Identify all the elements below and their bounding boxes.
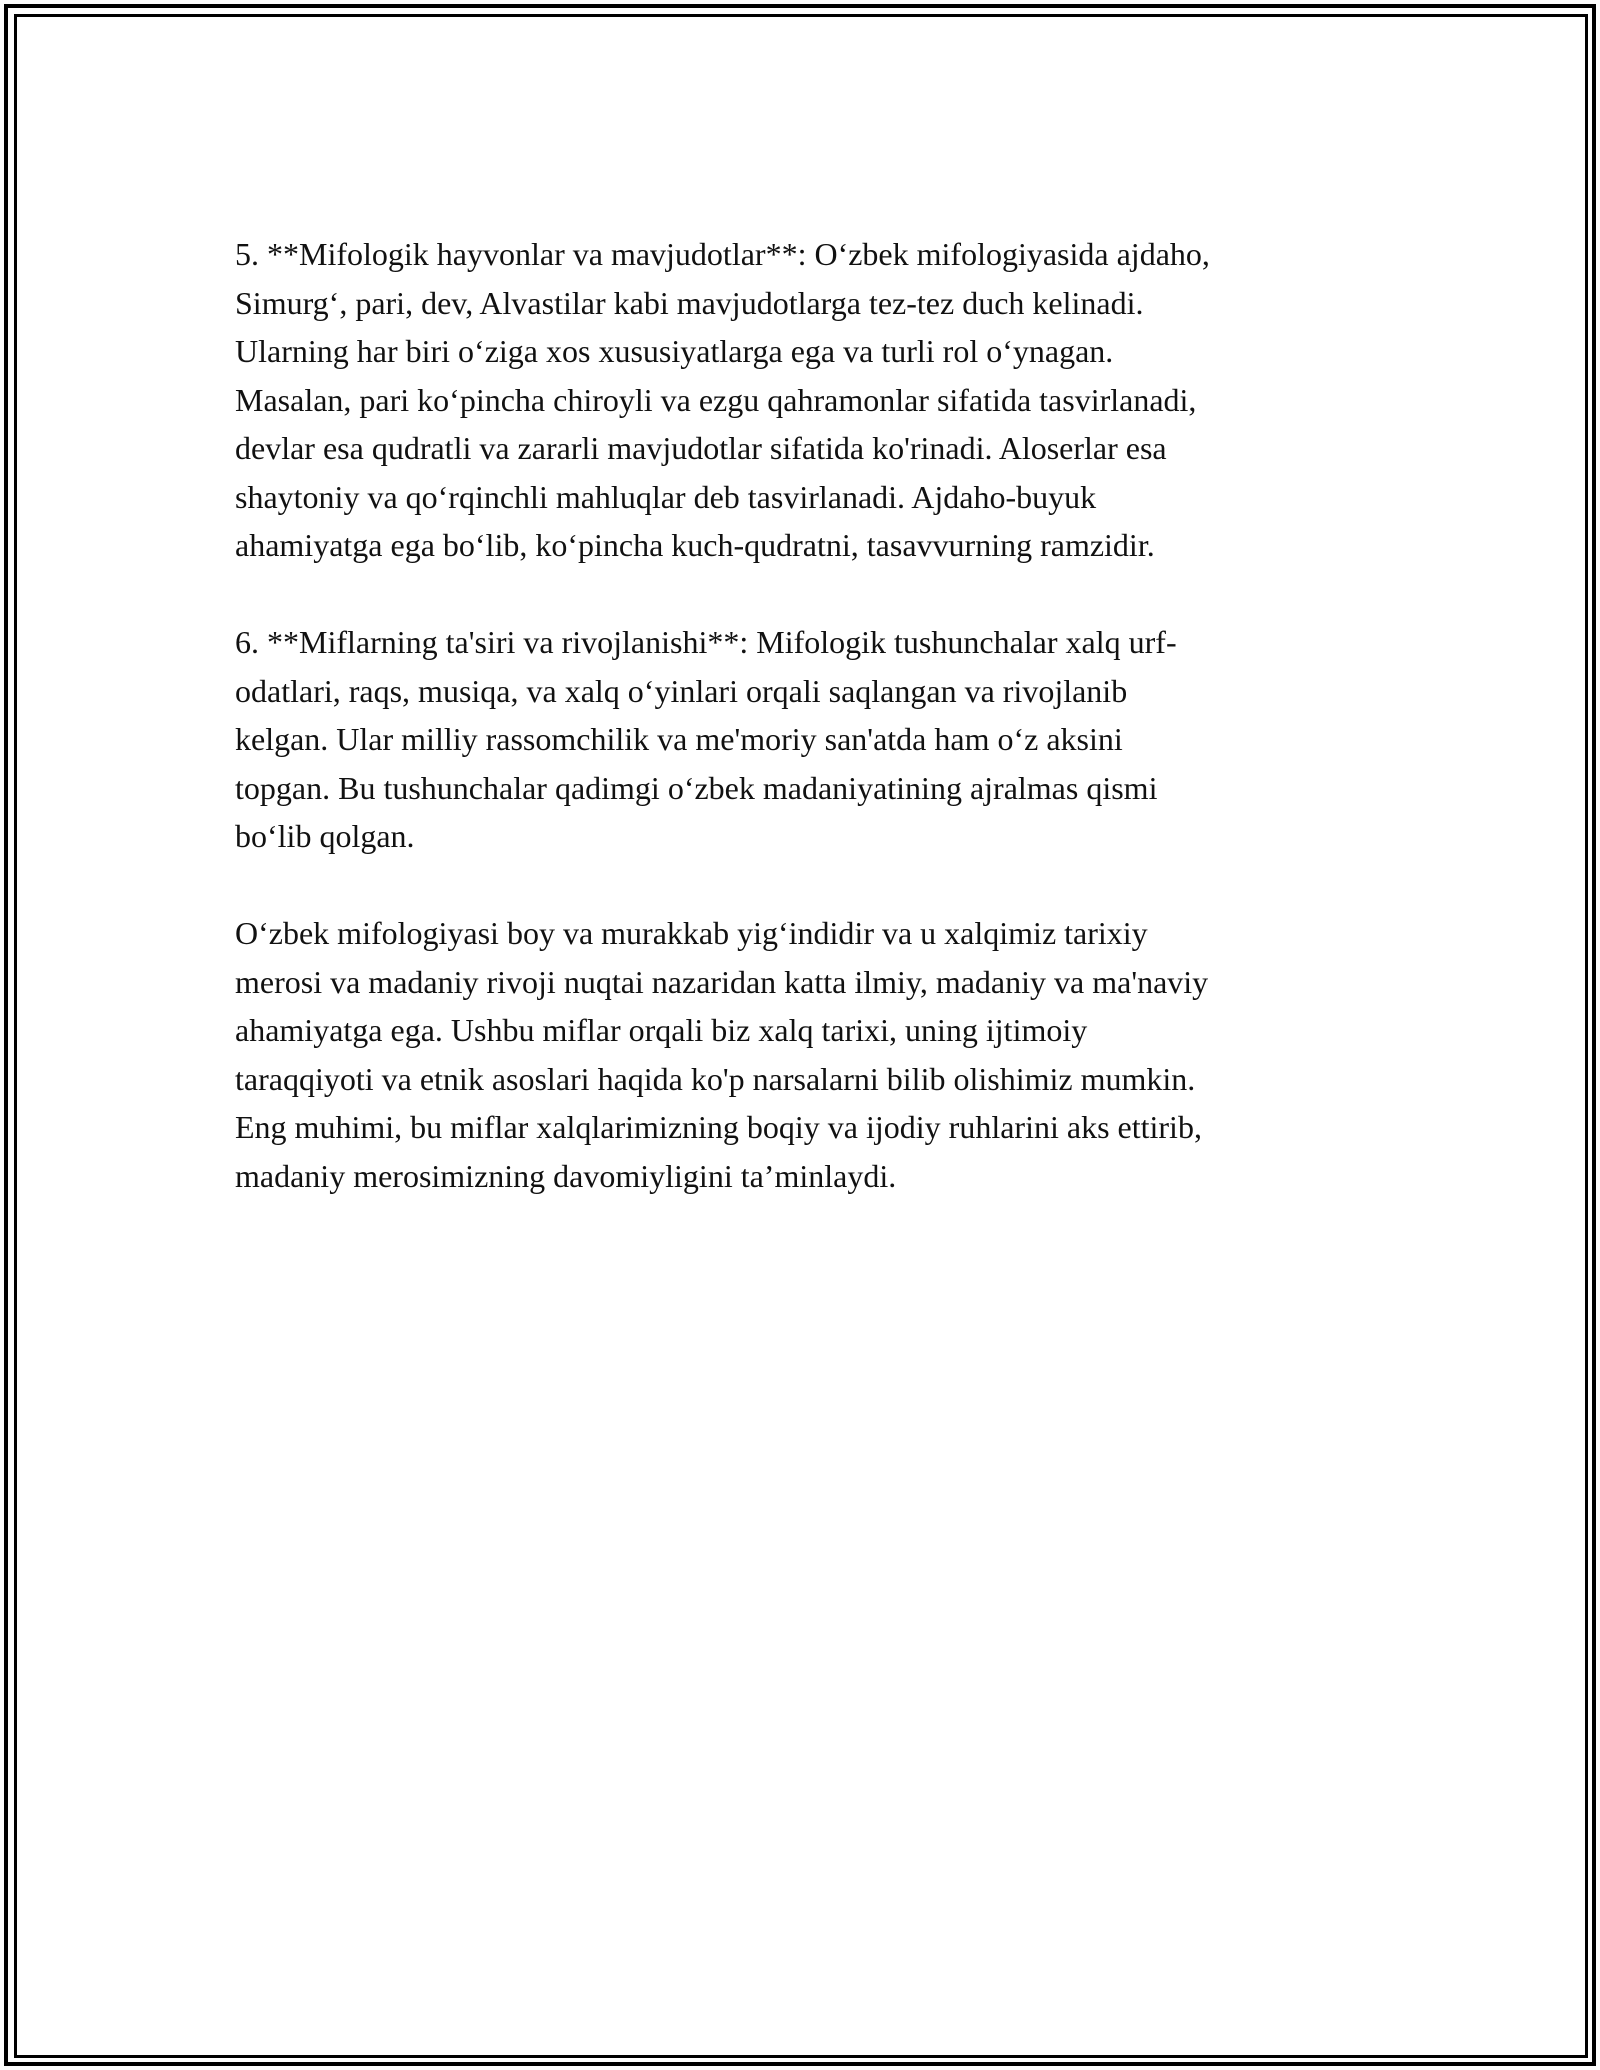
document-body	[235, 230, 1365, 1249]
paragraph-conclusion: O‘zbek mifologiyasi boy va murakkab yig‘indidir va u xalqimiz tarixiy merosi va madaniy rivoji nuqtai nazaridan katta ilmiy, madaniy va ma'naviy ahamiyatga ega. Ushbu miflar orqali biz xalq tarixi, uning ijtimoiy taraqqiyoti va etnik asoslari haqida ko'p narsalarni bilib olishimiz mumkin. Eng muhimi, bu miflar xalqlarimizning boqiy va ijodiy ruhlarini aks ettirib, madaniy merosimizning davomiyligini ta’minlaydi.	[235, 915, 1209, 1194]
paragraph-mythological-creatures: 5. **Mifologik hayvonlar va mavjudotlar**: O‘zbek mifologiyasida ajdaho, Simurg‘, pari, dev, Alvastilar kabi mavjudotlarga tez-tez duch kelinadi. Ularning har biri o‘ziga xos xususiyatlarga ega va turli rol o‘ynagan. Masalan, pari ko‘pincha chiroyli va ezgu qahramonlar sifatida tasvirlanadi, devlar esa qudratli va zararli mavjudotlar sifatida ko'rinadi. Aloserlar esa shaytoniy va qo‘rqinchli mahluqlar deb tasvirlanadi. Ajdaho-buyuk ahamiyatga ega bo‘lib, ko‘pincha kuch-qudratni, tasavvurning ramzidir.	[235, 236, 1210, 563]
paragraph-myth-influence: 6. **Miflarning ta'siri va rivojlanishi**: Mifologik tushunchalar xalq urf- odatlari, raqs, musiqa, va xalq o‘yinlari orqali saqlangan va rivojlanib kelgan. Ular milliy rassomchilik va me'moriy san'atda ham o‘z aksini topgan. Bu tushunchalar qadimgi o‘zbek madaniyatining ajralmas qismi bo‘lib qolgan.	[235, 624, 1177, 854]
